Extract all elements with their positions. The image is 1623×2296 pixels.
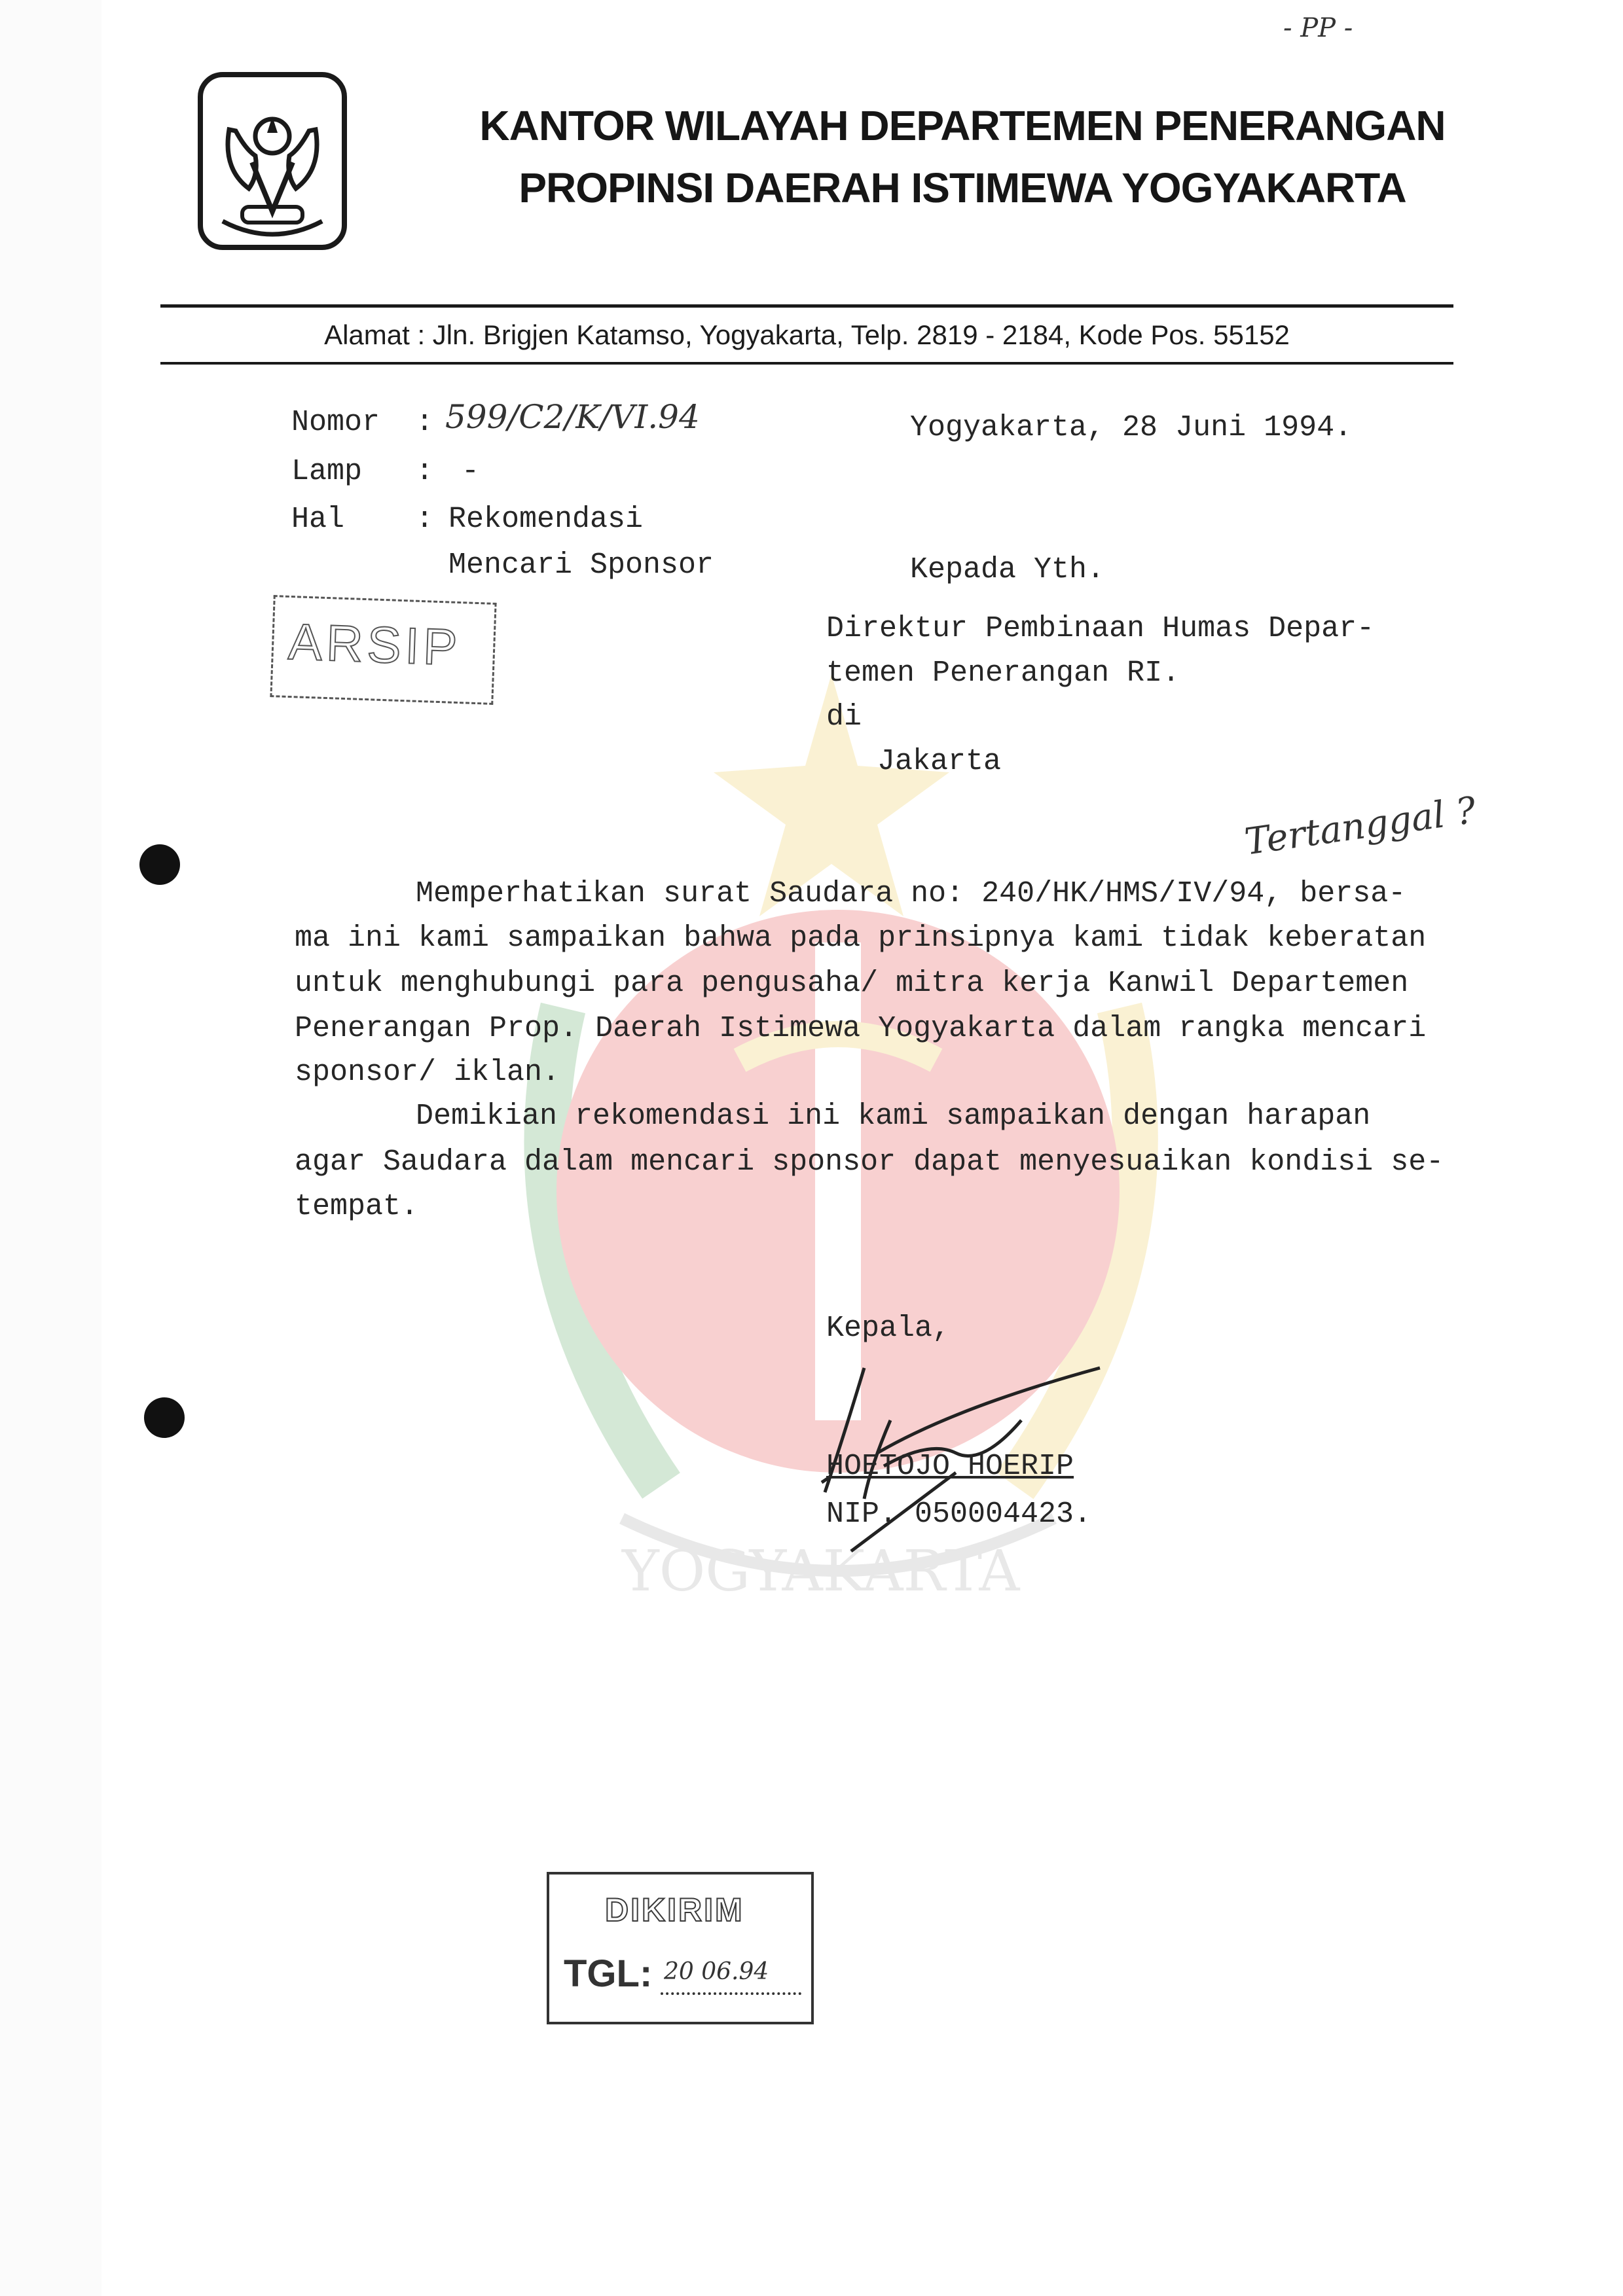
nomor-value: 599/C2/K/VI.94 (445, 398, 700, 436)
recipient-line2: temen Penerangan RI. (826, 656, 1180, 690)
signature-title: Kepala, (826, 1312, 951, 1345)
scan-margin (0, 0, 101, 2296)
hal-line2: Mencari Sponsor (448, 548, 714, 582)
arsip-stamp (270, 595, 496, 705)
office-title-line1: KANTOR WILAYAH DEPARTEMEN PENERANGAN (479, 102, 1446, 149)
body-p2-line2: agar Saudara dalam mencari sponsor dapat menyesuaikan kondisi se- (295, 1145, 1444, 1179)
body-p1-line1: Memperhatikan surat Saudara no: 240/HK/HMS/IV/94, bersa- (416, 877, 1406, 910)
tgl-label: TGL: (564, 1952, 653, 1995)
office-title-line2: PROPINSI DAERAH ISTIMEWA YOGYAKARTA (519, 164, 1406, 211)
body-p1-line4: Penerangan Prop. Daerah Istimewa Yogyakarta dalam rangka mencari (295, 1012, 1427, 1045)
body-p2-line3: tempat. (295, 1190, 419, 1223)
office-address: Alamat : Jln. Brigjen Katamso, Yogyakarta, Telp. 2819 - 2184, Kode Pos. 55152 (324, 319, 1290, 350)
signatory-name: HOETOJO HOERIP (826, 1450, 1074, 1483)
body-p1-line5: sponsor/ iklan. (295, 1056, 560, 1089)
body-p2-line1: Demikian rekomendasi ini kami sampaikan dengan harapan (416, 1100, 1371, 1133)
body-p1-line3: untuk menghubungi para pengusaha/ mitra kerja Kanwil Departemen (295, 967, 1409, 1000)
lamp-value: - (462, 455, 480, 488)
nomor-colon: : (416, 406, 434, 439)
recipient-line1: Direktur Pembinaan Humas Depar- (826, 612, 1375, 645)
corner-note: - PP - (1283, 13, 1353, 43)
hal-line1: Rekomendasi (448, 503, 644, 536)
lamp-colon: : (416, 455, 434, 488)
recipient-salutation: Kepada Yth. (910, 553, 1105, 586)
hal-label: Hal (291, 503, 345, 536)
dikirim-stamp-text: DIKIRIM (605, 1892, 744, 1928)
handwritten-note: Tertanggal ? (1242, 789, 1479, 864)
lamp-label: Lamp (291, 455, 363, 488)
recipient-di: di (826, 700, 862, 734)
header-rule-top (160, 304, 1453, 308)
recipient-city: Jakarta (877, 745, 1002, 778)
punch-hole-bottom (144, 1397, 185, 1438)
tgl-dotted-line (661, 1992, 801, 1995)
place-date: Yogyakarta, 28 Juni 1994. (910, 411, 1353, 444)
hal-colon: : (416, 503, 434, 536)
watermark-text: YOGYAKARTA (622, 1539, 1020, 1604)
body-p1-line2: ma ini kami sampaikan bahwa pada prinsipnya kami tidak keberatan (295, 922, 1427, 955)
department-logo (196, 71, 348, 251)
dikirim-stamp (547, 1872, 814, 2024)
nomor-label: Nomor (291, 406, 380, 439)
arsip-stamp-text: ARSIP (287, 612, 462, 677)
header-rule-bottom (160, 362, 1453, 365)
signatory-nip: NIP. 050004423. (826, 1498, 1092, 1531)
punch-hole-top (139, 844, 180, 885)
tgl-value: 20 06.94 (664, 1958, 769, 1985)
